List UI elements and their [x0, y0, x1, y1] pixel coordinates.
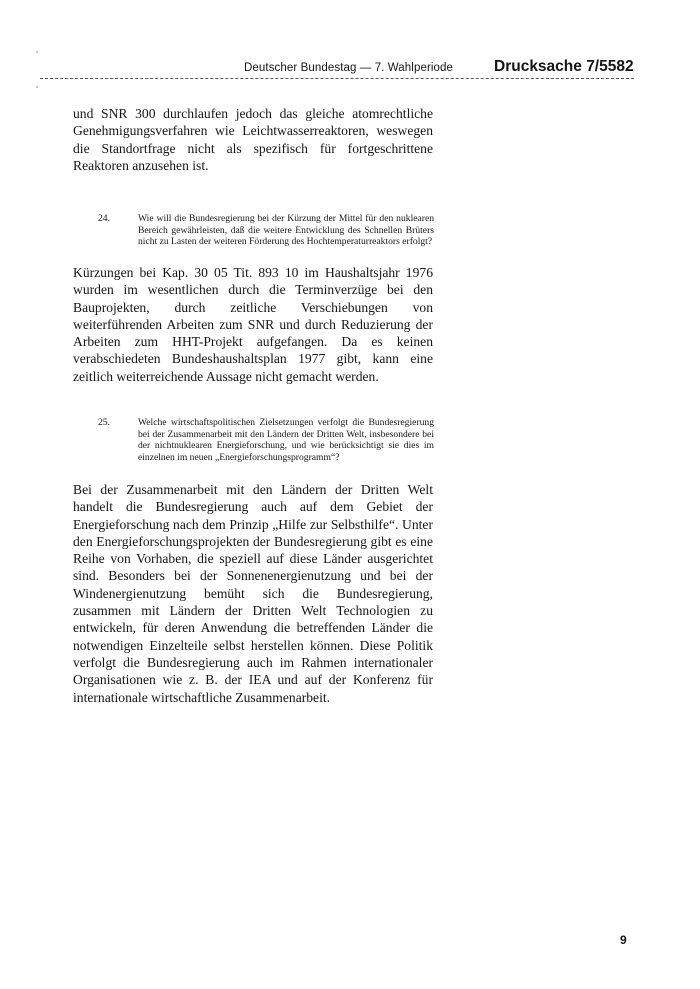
answer-paragraph-continued: und SNR 300 durchlaufen jedoch das gleiche atomrechtliche Genehmigungsverfahren wie Leichtwasserreaktoren, weswegen die Standortfrage nicht als spezifisch für fortgeschrittene Reaktoren anzusehen ist.	[73, 106, 433, 173]
answer-paragraph-25: Bei der Zusammenarbeit mit den Ländern der Dritten Welt handelt die Bundesregierung auch auf dem Gebiet der Energieforschung nach dem Prinzip „Hilfe zur Selbsthilfe“. Unter den Energieforschungsprojekten der Bundesregierung gibt es eine Reihe von Vorhaben, die speziell auf diese Länder ausgerichtet sind. Besonders bei der Sonnenenergienutzung und bei der Windenergienutzung bemüht sich die Bundesregierung, zusammen mit Ländern der Dritten Welt Technologien zu entwickeln, für deren Anwendung die betreffenden Länder die notwendigen Einzelteile selbst herstellen können. Diese Politik verfolgt die Bundesregierung auch im Rahmen internationaler Organisationen wie z. B. der IEA und auf der Konferenz für internationale wirtschaftliche Zusammenarbeit.	[73, 482, 433, 705]
header-title: Deutscher Bundestag — 7. Wahlperiode	[244, 62, 454, 74]
question-25	[98, 417, 434, 463]
scan-speck	[36, 86, 38, 88]
header-rule	[40, 78, 634, 79]
question-number: 24.	[98, 213, 110, 224]
question-text: Welche wirtschaftspolitischen Zielsetzungen verfolgt die Bundesregierung bei der Zusammenarbeit mit den Ländern der Dritten Welt, insbesondere bei der nichtnuklearen Energieforschung, und wie berücksichtigt sie dies im einzelnen im neuen „Energieforschungsprogramm“?	[138, 417, 434, 463]
answer-paragraph-24: Kürzungen bei Kap. 30 05 Tit. 893 10 im Haushaltsjahr 1976 wurden im wesentlichen durch die Terminverzüge bei den Bauprojekten, durch zeitliche Verschiebungen von weiterführenden Arbeiten zum SNR und durch Reduzierung der Arbeiten zum HHT-Projekt aufgefangen. Da es keinen verabschiedeten Bundeshaushaltsplan 1977 gibt, kann eine zeitlich weiterreichende Aussage nicht gemacht werden.	[73, 265, 433, 384]
scan-speck	[36, 51, 38, 53]
question-24	[98, 213, 434, 248]
page-number: 9	[620, 933, 627, 947]
question-text: Wie will die Bundesregierung bei der Kürzung der Mittel für den nuklearen Bereich gewährleisten, daß die weitere Entwicklung des Schnellen Brüters nicht zu Lasten der weiteren Förderung des Hochtemperaturreaktors erfolgt?	[138, 213, 434, 248]
question-number: 25.	[98, 417, 110, 428]
document-number: Drucksache 7/5582	[494, 58, 634, 75]
running-header	[40, 58, 640, 82]
